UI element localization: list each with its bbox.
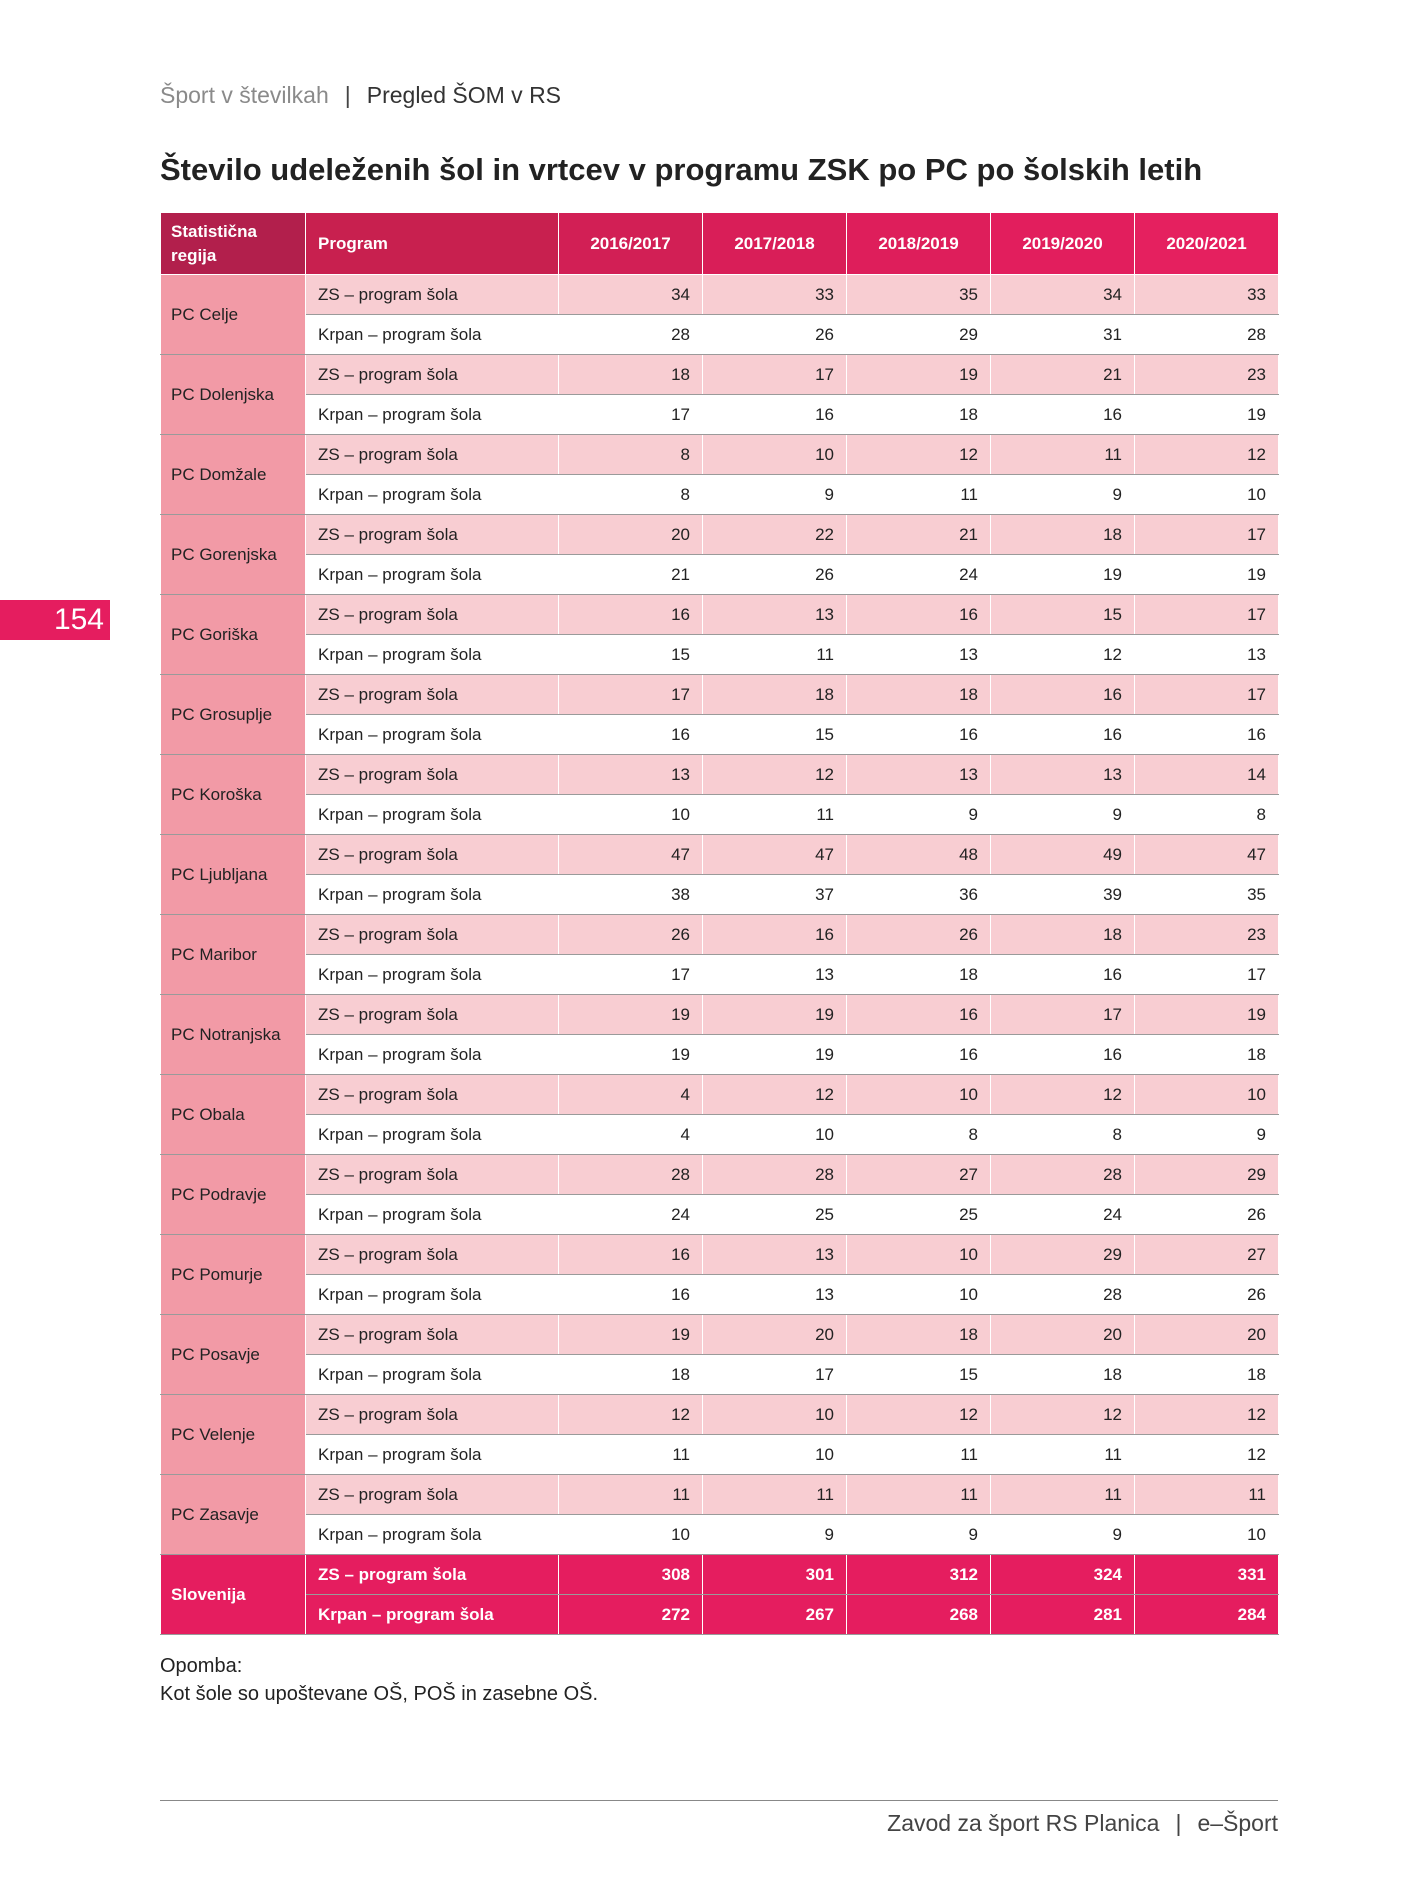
table-row <box>161 1115 1279 1155</box>
table-row <box>161 1315 1279 1355</box>
value-cell: 16 <box>847 1035 991 1075</box>
value-cell: 267 <box>703 1595 847 1635</box>
value-cell: 10 <box>559 795 703 835</box>
value-cell: 20 <box>703 1315 847 1355</box>
value-cell: 17 <box>559 675 703 715</box>
region-name: PC Pomurje <box>161 1235 306 1315</box>
value-cell: 11 <box>703 795 847 835</box>
value-cell: 9 <box>1135 1115 1279 1155</box>
value-cell: 15 <box>847 1355 991 1395</box>
value-cell: 28 <box>559 1155 703 1195</box>
value-cell: 12 <box>1135 435 1279 475</box>
value-cell: 14 <box>1135 755 1279 795</box>
value-cell: 11 <box>703 1475 847 1515</box>
value-cell: 26 <box>1135 1275 1279 1315</box>
header-year: 2017/2018 <box>703 213 847 275</box>
program-name: ZS – program šola <box>306 915 559 955</box>
value-cell: 26 <box>703 315 847 355</box>
value-cell: 16 <box>847 995 991 1035</box>
value-cell: 13 <box>847 755 991 795</box>
value-cell: 17 <box>559 395 703 435</box>
program-name: ZS – program šola <box>306 1315 559 1355</box>
value-cell: 23 <box>1135 915 1279 955</box>
value-cell: 15 <box>703 715 847 755</box>
region-name: PC Velenje <box>161 1395 306 1475</box>
header-year: 2018/2019 <box>847 213 991 275</box>
header-year: 2016/2017 <box>559 213 703 275</box>
value-cell: 29 <box>991 1235 1135 1275</box>
header-program: Program <box>306 213 559 275</box>
value-cell: 16 <box>559 1275 703 1315</box>
table-total <box>161 1555 1279 1635</box>
program-name: ZS – program šola <box>306 1235 559 1275</box>
value-cell: 15 <box>559 635 703 675</box>
value-cell: 47 <box>559 835 703 875</box>
value-cell: 16 <box>847 595 991 635</box>
table-row <box>161 795 1279 835</box>
value-cell: 16 <box>559 715 703 755</box>
program-name: Krpan – program šola <box>306 1195 559 1235</box>
value-cell: 28 <box>1135 315 1279 355</box>
program-name: Krpan – program šola <box>306 315 559 355</box>
program-name: ZS – program šola <box>306 1155 559 1195</box>
table-row <box>161 515 1279 555</box>
value-cell: 26 <box>1135 1195 1279 1235</box>
program-name: ZS – program šola <box>306 435 559 475</box>
value-cell: 18 <box>991 515 1135 555</box>
value-cell: 33 <box>1135 275 1279 315</box>
table-body <box>161 275 1279 1555</box>
value-cell: 19 <box>991 555 1135 595</box>
table-row <box>161 1195 1279 1235</box>
value-cell: 17 <box>1135 515 1279 555</box>
value-cell: 16 <box>991 395 1135 435</box>
table-row <box>161 1435 1279 1475</box>
value-cell: 29 <box>1135 1155 1279 1195</box>
value-cell: 10 <box>847 1235 991 1275</box>
value-cell: 39 <box>991 875 1135 915</box>
table-row <box>161 315 1279 355</box>
value-cell: 28 <box>703 1155 847 1195</box>
value-cell: 19 <box>703 1035 847 1075</box>
value-cell: 48 <box>847 835 991 875</box>
table-row <box>161 675 1279 715</box>
value-cell: 18 <box>1135 1355 1279 1395</box>
value-cell: 11 <box>1135 1475 1279 1515</box>
value-cell: 12 <box>991 1395 1135 1435</box>
table-row <box>161 755 1279 795</box>
value-cell: 17 <box>1135 595 1279 635</box>
value-cell: 10 <box>1135 475 1279 515</box>
value-cell: 10 <box>1135 1075 1279 1115</box>
value-cell: 28 <box>991 1275 1135 1315</box>
table-row <box>161 1555 1279 1595</box>
value-cell: 24 <box>991 1195 1135 1235</box>
value-cell: 4 <box>559 1075 703 1115</box>
value-cell: 13 <box>559 755 703 795</box>
value-cell: 9 <box>991 1515 1135 1555</box>
region-name: PC Obala <box>161 1075 306 1155</box>
value-cell: 18 <box>703 675 847 715</box>
running-head <box>160 82 561 109</box>
table-row <box>161 715 1279 755</box>
value-cell: 11 <box>847 1475 991 1515</box>
footer-publisher: Zavod za šport RS Planica <box>887 1810 1160 1836</box>
value-cell: 12 <box>1135 1395 1279 1435</box>
value-cell: 13 <box>703 1275 847 1315</box>
value-cell: 21 <box>991 355 1135 395</box>
table-header-row <box>161 213 1279 275</box>
note <box>160 1652 598 1708</box>
region-name: PC Goriška <box>161 595 306 675</box>
value-cell: 10 <box>847 1275 991 1315</box>
value-cell: 8 <box>559 435 703 475</box>
program-name: Krpan – program šola <box>306 875 559 915</box>
value-cell: 19 <box>847 355 991 395</box>
value-cell: 19 <box>559 995 703 1035</box>
program-name: Krpan – program šola <box>306 555 559 595</box>
value-cell: 26 <box>703 555 847 595</box>
program-name: ZS – program šola <box>306 755 559 795</box>
value-cell: 11 <box>847 475 991 515</box>
table-row <box>161 1235 1279 1275</box>
value-cell: 20 <box>1135 1315 1279 1355</box>
value-cell: 11 <box>847 1435 991 1475</box>
value-cell: 17 <box>1135 675 1279 715</box>
value-cell: 4 <box>559 1115 703 1155</box>
value-cell: 9 <box>703 1515 847 1555</box>
value-cell: 12 <box>847 435 991 475</box>
program-name: Krpan – program šola <box>306 1275 559 1315</box>
table-row <box>161 435 1279 475</box>
value-cell: 11 <box>991 1435 1135 1475</box>
page-title: Število udeleženih šol in vrtcev v programu ZSK po PC po šolskih letih <box>160 152 1203 187</box>
value-cell: 26 <box>847 915 991 955</box>
value-cell: 16 <box>559 595 703 635</box>
value-cell: 49 <box>991 835 1135 875</box>
table-row <box>161 1275 1279 1315</box>
value-cell: 20 <box>991 1315 1135 1355</box>
value-cell: 18 <box>559 355 703 395</box>
program-name: Krpan – program šola <box>306 1115 559 1155</box>
table-row <box>161 1075 1279 1115</box>
section-name: Šport v številkah <box>160 82 329 108</box>
region-name: PC Posavje <box>161 1315 306 1395</box>
footer <box>887 1810 1278 1837</box>
program-name: Krpan – program šola <box>306 635 559 675</box>
value-cell: 29 <box>847 315 991 355</box>
value-cell: 284 <box>1135 1595 1279 1635</box>
program-name: Krpan – program šola <box>306 1035 559 1075</box>
value-cell: 10 <box>1135 1515 1279 1555</box>
footer-series: e–Šport <box>1197 1810 1278 1836</box>
value-cell: 18 <box>847 1315 991 1355</box>
table-row <box>161 1155 1279 1195</box>
value-cell: 11 <box>991 435 1135 475</box>
program-name: ZS – program šola <box>306 595 559 635</box>
value-cell: 34 <box>559 275 703 315</box>
table-row <box>161 275 1279 315</box>
value-cell: 16 <box>991 955 1135 995</box>
header-region: Statistična regija <box>161 213 306 275</box>
value-cell: 31 <box>991 315 1135 355</box>
value-cell: 10 <box>703 1435 847 1475</box>
value-cell: 19 <box>1135 995 1279 1035</box>
table-row <box>161 1475 1279 1515</box>
program-name: ZS – program šola <box>306 355 559 395</box>
table-row <box>161 1515 1279 1555</box>
value-cell: 10 <box>703 1115 847 1155</box>
value-cell: 10 <box>703 1395 847 1435</box>
value-cell: 18 <box>847 395 991 435</box>
value-cell: 8 <box>991 1115 1135 1155</box>
value-cell: 9 <box>991 795 1135 835</box>
value-cell: 16 <box>991 715 1135 755</box>
table-row <box>161 835 1279 875</box>
program-name: ZS – program šola <box>306 835 559 875</box>
value-cell: 24 <box>847 555 991 595</box>
value-cell: 38 <box>559 875 703 915</box>
value-cell: 301 <box>703 1555 847 1595</box>
value-cell: 12 <box>559 1395 703 1435</box>
value-cell: 10 <box>847 1075 991 1115</box>
value-cell: 17 <box>703 355 847 395</box>
value-cell: 16 <box>991 675 1135 715</box>
footer-separator: | <box>1175 1810 1182 1836</box>
value-cell: 12 <box>991 635 1135 675</box>
value-cell: 24 <box>559 1195 703 1235</box>
value-cell: 22 <box>703 515 847 555</box>
value-cell: 13 <box>847 635 991 675</box>
value-cell: 13 <box>703 955 847 995</box>
table-row <box>161 1035 1279 1075</box>
value-cell: 18 <box>847 955 991 995</box>
value-cell: 27 <box>1135 1235 1279 1275</box>
value-cell: 17 <box>1135 955 1279 995</box>
value-cell: 8 <box>1135 795 1279 835</box>
chapter-name: Pregled ŠOM v RS <box>366 82 562 108</box>
header-year: 2020/2021 <box>1135 213 1279 275</box>
program-name: Krpan – program šola <box>306 795 559 835</box>
region-name: Slovenija <box>161 1555 306 1635</box>
value-cell: 11 <box>991 1475 1135 1515</box>
program-name: Krpan – program šola <box>306 1435 559 1475</box>
table-row <box>161 955 1279 995</box>
region-name: PC Maribor <box>161 915 306 995</box>
region-name: PC Dolenjska <box>161 355 306 435</box>
value-cell: 19 <box>1135 555 1279 595</box>
table-row <box>161 875 1279 915</box>
value-cell: 36 <box>847 875 991 915</box>
value-cell: 27 <box>847 1155 991 1195</box>
value-cell: 13 <box>703 595 847 635</box>
value-cell: 35 <box>1135 875 1279 915</box>
value-cell: 16 <box>703 395 847 435</box>
value-cell: 15 <box>991 595 1135 635</box>
table-row <box>161 1395 1279 1435</box>
value-cell: 19 <box>559 1035 703 1075</box>
program-name: ZS – program šola <box>306 515 559 555</box>
value-cell: 9 <box>703 475 847 515</box>
table-row <box>161 915 1279 955</box>
program-name: Krpan – program šola <box>306 395 559 435</box>
program-name: ZS – program šola <box>306 1395 559 1435</box>
value-cell: 8 <box>559 475 703 515</box>
value-cell: 20 <box>559 515 703 555</box>
value-cell: 18 <box>991 1355 1135 1395</box>
region-name: PC Gorenjska <box>161 515 306 595</box>
value-cell: 11 <box>559 1435 703 1475</box>
value-cell: 18 <box>847 675 991 715</box>
value-cell: 26 <box>559 915 703 955</box>
value-cell: 18 <box>1135 1035 1279 1075</box>
value-cell: 12 <box>703 755 847 795</box>
value-cell: 19 <box>1135 395 1279 435</box>
page-number: 154 <box>0 600 110 640</box>
region-name: PC Zasavje <box>161 1475 306 1555</box>
value-cell: 21 <box>559 555 703 595</box>
region-name: PC Notranjska <box>161 995 306 1075</box>
table-row <box>161 1355 1279 1395</box>
value-cell: 16 <box>1135 715 1279 755</box>
value-cell: 47 <box>1135 835 1279 875</box>
value-cell: 19 <box>703 995 847 1035</box>
note-text: Kot šole so upoštevane OŠ, POŠ in zasebne OŠ. <box>160 1683 599 1705</box>
program-name: ZS – program šola <box>306 275 559 315</box>
header-year: 2019/2020 <box>991 213 1135 275</box>
table-row <box>161 635 1279 675</box>
value-cell: 21 <box>847 515 991 555</box>
value-cell: 13 <box>703 1235 847 1275</box>
region-name: PC Grosuplje <box>161 675 306 755</box>
value-cell: 13 <box>1135 635 1279 675</box>
value-cell: 272 <box>559 1595 703 1635</box>
region-name: PC Domžale <box>161 435 306 515</box>
value-cell: 9 <box>847 1515 991 1555</box>
value-cell: 312 <box>847 1555 991 1595</box>
table-row <box>161 475 1279 515</box>
value-cell: 47 <box>703 835 847 875</box>
value-cell: 17 <box>991 995 1135 1035</box>
program-name: Krpan – program šola <box>306 1355 559 1395</box>
program-name: ZS – program šola <box>306 675 559 715</box>
program-name: ZS – program šola <box>306 1475 559 1515</box>
value-cell: 8 <box>847 1115 991 1155</box>
footer-divider <box>160 1800 1278 1801</box>
program-name: Krpan – program šola <box>306 1595 559 1635</box>
value-cell: 12 <box>703 1075 847 1115</box>
value-cell: 16 <box>847 715 991 755</box>
value-cell: 28 <box>559 315 703 355</box>
data-table <box>160 212 1279 1635</box>
program-name: ZS – program šola <box>306 1075 559 1115</box>
value-cell: 16 <box>559 1235 703 1275</box>
value-cell: 13 <box>991 755 1135 795</box>
value-cell: 23 <box>1135 355 1279 395</box>
value-cell: 33 <box>703 275 847 315</box>
value-cell: 9 <box>847 795 991 835</box>
value-cell: 10 <box>703 435 847 475</box>
region-name: PC Ljubljana <box>161 835 306 915</box>
region-name: PC Podravje <box>161 1155 306 1235</box>
value-cell: 37 <box>703 875 847 915</box>
program-name: Krpan – program šola <box>306 475 559 515</box>
table-row <box>161 395 1279 435</box>
value-cell: 11 <box>559 1475 703 1515</box>
value-cell: 17 <box>703 1355 847 1395</box>
value-cell: 25 <box>847 1195 991 1235</box>
program-name: Krpan – program šola <box>306 955 559 995</box>
program-name: ZS – program šola <box>306 995 559 1035</box>
table-row <box>161 1595 1279 1635</box>
value-cell: 308 <box>559 1555 703 1595</box>
table-row <box>161 995 1279 1035</box>
program-name: Krpan – program šola <box>306 715 559 755</box>
value-cell: 324 <box>991 1555 1135 1595</box>
value-cell: 12 <box>1135 1435 1279 1475</box>
value-cell: 16 <box>991 1035 1135 1075</box>
note-label: Opomba: <box>160 1655 243 1677</box>
value-cell: 17 <box>559 955 703 995</box>
value-cell: 12 <box>991 1075 1135 1115</box>
value-cell: 268 <box>847 1595 991 1635</box>
value-cell: 9 <box>991 475 1135 515</box>
region-name: PC Celje <box>161 275 306 355</box>
value-cell: 34 <box>991 275 1135 315</box>
table-row <box>161 555 1279 595</box>
value-cell: 10 <box>559 1515 703 1555</box>
value-cell: 331 <box>1135 1555 1279 1595</box>
value-cell: 18 <box>991 915 1135 955</box>
table-row <box>161 355 1279 395</box>
header-separator: | <box>344 82 351 108</box>
value-cell: 11 <box>703 635 847 675</box>
region-name: PC Koroška <box>161 755 306 835</box>
program-name: ZS – program šola <box>306 1555 559 1595</box>
value-cell: 35 <box>847 275 991 315</box>
table-row <box>161 595 1279 635</box>
value-cell: 12 <box>847 1395 991 1435</box>
value-cell: 16 <box>703 915 847 955</box>
value-cell: 19 <box>559 1315 703 1355</box>
value-cell: 25 <box>703 1195 847 1235</box>
value-cell: 281 <box>991 1595 1135 1635</box>
value-cell: 28 <box>991 1155 1135 1195</box>
value-cell: 18 <box>559 1355 703 1395</box>
program-name: Krpan – program šola <box>306 1515 559 1555</box>
